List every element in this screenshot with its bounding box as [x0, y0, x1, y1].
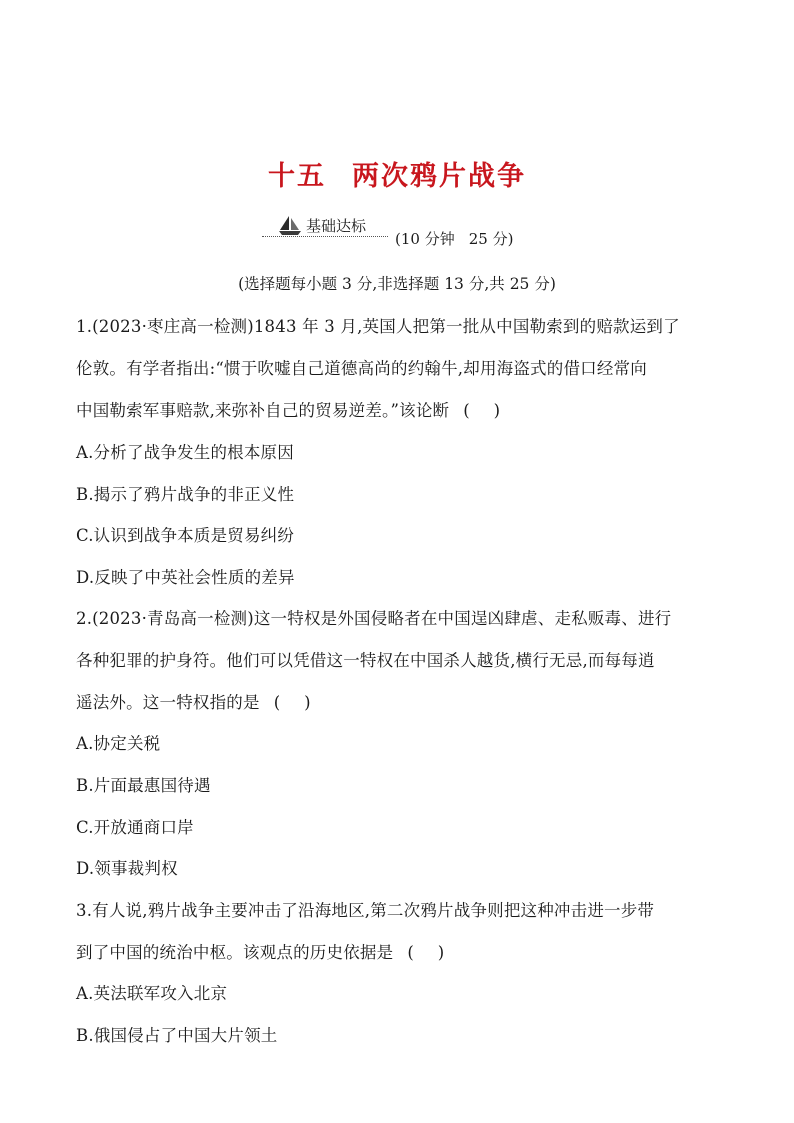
section-badge [262, 212, 392, 240]
section-underline [262, 236, 388, 237]
question-2-option-c: C.开放通商口岸 [76, 818, 194, 837]
question-1-option-d: D.反映了中英社会性质的差异 [76, 568, 295, 587]
answer-blank[interactable]: ( ) [463, 401, 501, 420]
section-label: 基础达标 [306, 217, 367, 235]
answer-blank[interactable]: ( ) [273, 693, 311, 712]
answer-blank[interactable]: ( ) [407, 943, 445, 962]
question-2-stem-end: 遥法外。这一特权指的是 [76, 693, 260, 712]
question-1-stem-end: 中国勒索军事赔款,来弥补自己的贸易逆差。”该论断 [76, 401, 450, 420]
section-score: 25 分) [468, 230, 514, 248]
question-3-line-2 [76, 939, 444, 963]
question-1-line-1: 1.(2023·枣庄高一检测)1843 年 3 月,英国人把第一批从中国勒索到的赔款运到了 [76, 317, 680, 336]
question-3-stem-end: 到了中国的统治中枢。该观点的历史依据是 [76, 943, 394, 962]
question-3-line-1: 3.有人说,鸦片战争主要冲击了沿海地区,第二次鸦片战争则把这种冲击进一步带 [76, 901, 655, 920]
question-2-option-a: A.协定关税 [76, 734, 161, 753]
title-text: 两次鸦片战争 [352, 161, 526, 192]
question-1-option-b: B.揭示了鸦片战争的非正义性 [76, 485, 295, 504]
question-3-option-b: B.俄国侵占了中国大片领土 [76, 1026, 278, 1045]
question-2-line-1: 2.(2023·青岛高一检测)这一特权是外国侵略者在中国逞凶肆虐、走私贩毒、进行 [76, 609, 672, 628]
question-2-option-d: D.领事裁判权 [76, 859, 178, 878]
section-duration: (10 分钟 [395, 230, 455, 248]
question-1-line-2: 伦敦。有学者指出:“惯于吹嘘自己道德高尚的约翰牛,却用海盗式的借口经常向 [76, 359, 647, 378]
question-1-option-c: C.认识到战争本质是贸易纠纷 [76, 526, 295, 545]
question-2-line-2: 各种犯罪的护身符。他们可以凭借这一特权在中国杀人越货,横行无忌,而每每逍 [76, 651, 655, 670]
page-title [0, 154, 794, 193]
section-time [395, 228, 513, 249]
sailboat-icon [278, 214, 302, 236]
question-1-option-a: A.分析了战争发生的根本原因 [76, 443, 294, 462]
question-1-line-3 [76, 397, 500, 421]
scoring-note: (选择题每小题 3 分,非选择题 13 分,共 25 分) [238, 275, 556, 293]
question-2-option-b: B.片面最惠国待遇 [76, 776, 211, 795]
question-2-line-3 [76, 689, 311, 713]
title-number: 十五 [268, 161, 326, 192]
question-3-option-a: A.英法联军攻入北京 [76, 984, 228, 1003]
